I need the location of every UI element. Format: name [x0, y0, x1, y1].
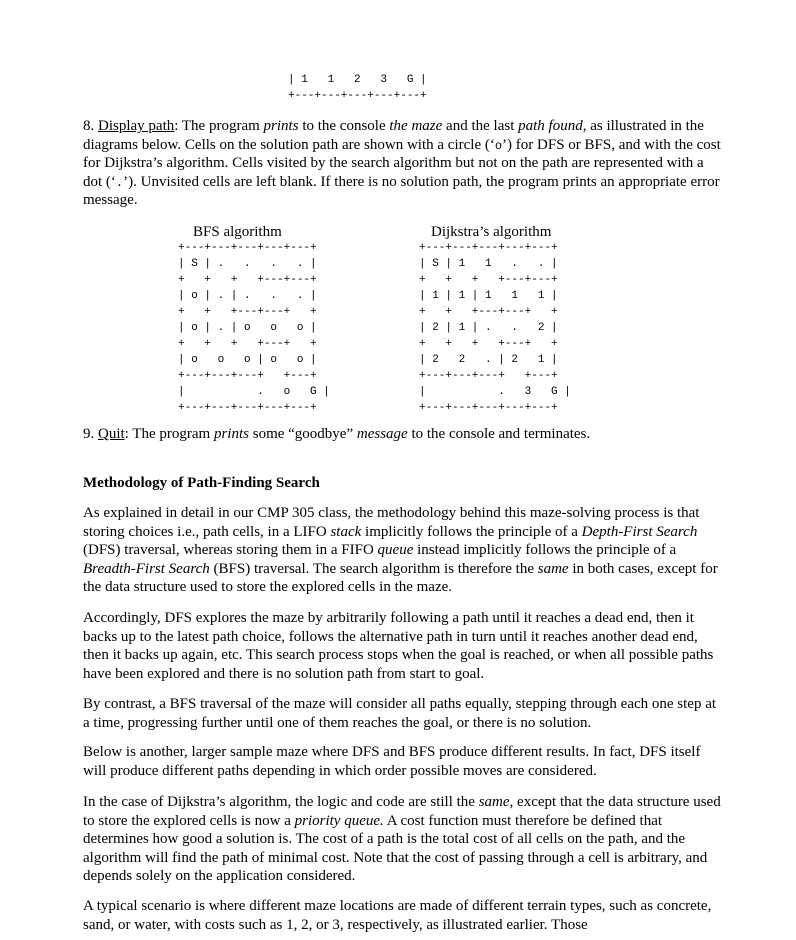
paragraph-terrain: A typical scenario is where different maze locations are made of different terrain types, such as concrete, sand, or water, with costs such as 1, 2, or 3, respectively, as illustrated earlier. Those — [83, 898, 712, 933]
dijkstra-maze-diagram: +---+---+---+---+---+ | S | 1 1 . . | + + + +---+---+ | 1 | 1 | 1 1 1 | + + +---+---+ + | 2 | 1 | . . 2 | + + + +---+ + | 2 2 . | 2 1 | +---+---+---+ +---+ | . 3 G | +---+---+---+---+---+ — [419, 242, 571, 414]
paragraph-dfs: Accordingly, DFS explores the maze by arbitrarily following a path until it reaches a dead end, then it backs up to the latest path choice, follows the alternative path in turn until it reaches another dead end, then it backs up again, etc. This search process stops when the goal is reached, or when all possible paths have been explored and there is no solution path from start to goal. — [83, 610, 714, 682]
dijkstra-diagram-title: Dijkstra’s algorithm — [431, 224, 552, 240]
item-8-display-path: 8. Display path: The program prints to the console the maze and the last path found, as illustrated in the diagrams below. Cells on the solution path are shown with a circle (‘o’) for DFS or BFS, and with the cost for Dijkstra’s algorithm. Cells visited by the search algorithm but not on the path are represented with a dot (‘.’). Unvisited cells are left blank. If there is no solution path, the program prints an appropriate error message. — [83, 118, 721, 209]
bfs-maze-diagram: +---+---+---+---+---+ | S | . . . . | + + + +---+---+ | o | . | . . . | + + +---+---+ + | o | . | o o o | + + + +---+ + | o o o | o o | +---+---+---+ +---+ | . o G | +---+---+---+---+---+ — [178, 242, 330, 414]
section-heading: Methodology of Path-Finding Search — [83, 475, 320, 491]
top-maze-fragment — [288, 72, 427, 104]
paragraph-larger-maze: Below is another, larger sample maze where DFS and BFS produce different results. In fact, DFS itself will produce different paths depending in which order possible moves are considered. — [83, 744, 701, 779]
quit-label: Quit — [98, 426, 125, 442]
item-9-quit: 9. Quit: The program prints some “goodbye” message to the console and terminates. — [83, 426, 591, 442]
bfs-diagram-title: BFS algorithm — [193, 224, 282, 240]
top-maze-line: | 1 1 2 3 G | — [288, 74, 427, 86]
top-maze-line: +---+---+---+---+---+ — [288, 90, 427, 102]
paragraph-bfs: By contrast, a BFS traversal of the maze will consider all paths equally, stepping through each one step at a time, progressing further until one of them reaches the goal, or there is no solution. — [83, 696, 717, 731]
display-path-label: Display path — [98, 118, 175, 134]
paragraph-dijkstra: In the case of Dijkstra’s algorithm, the logic and code are still the same, except that the data structure used to store the explored cells is now a priority queue. A cost function must therefore be defined that determines how good a solution is. The cost of a path is the total cost of all cells on the path, and the algorithm will find the path of minimal cost. Note that the cost of passing through a cell is arbitrary, and depends solely on the application considered. — [83, 794, 721, 885]
paragraph-methodology: As explained in detail in our CMP 305 class, the methodology behind this maze-solving process is that storing choices i.e., path cells, in a LIFO stack implicitly follows the principle of a Depth-First Search (DFS) traversal, whereas storing them in a FIFO queue instead implicitly follows the principle of a Breadth-First Search (BFS) traversal. The search algorithm is therefore the same in both cases, except for the data structure used to store the explored cells in the maze. — [83, 505, 718, 596]
